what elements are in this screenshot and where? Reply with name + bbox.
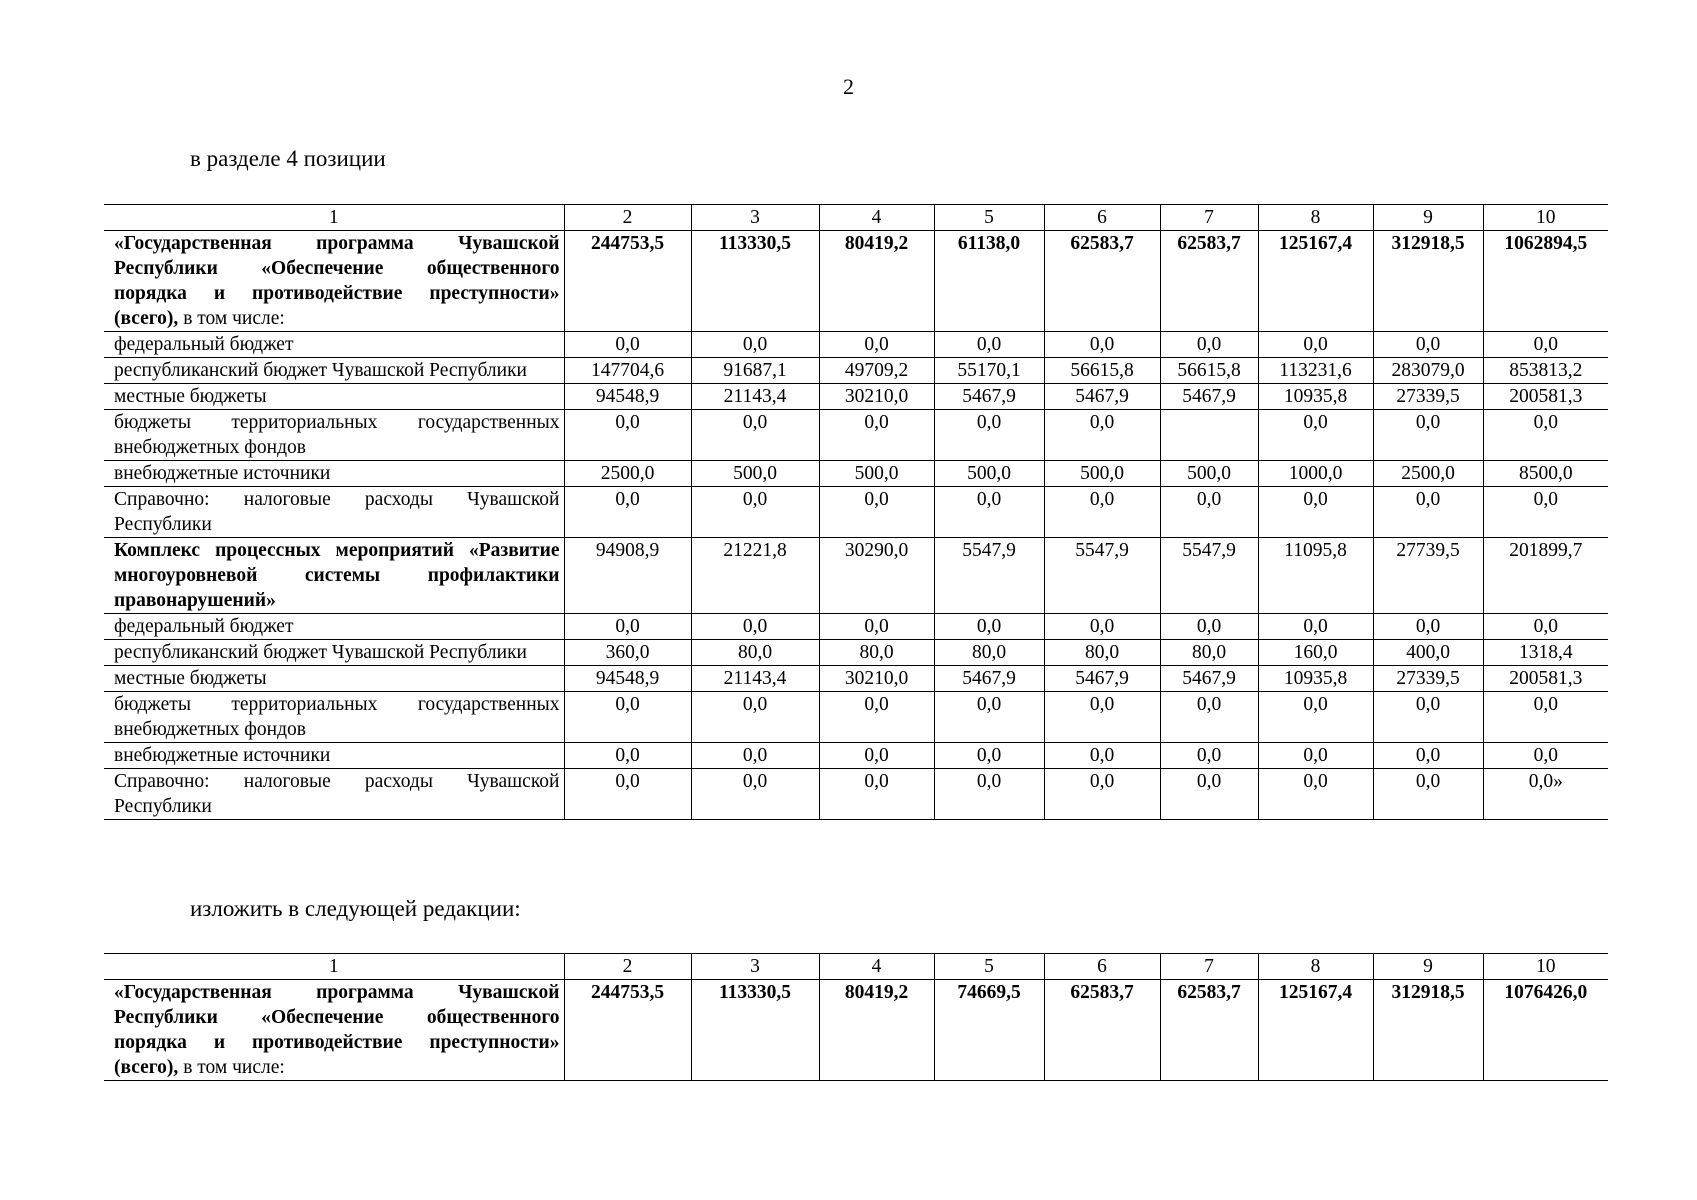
value-cell: 62583,7 (1044, 980, 1160, 1081)
value-cell: 5467,9 (1160, 384, 1258, 410)
value-cell: 80,0 (934, 640, 1044, 666)
value-cell: 0,0 (1044, 410, 1160, 461)
value-cell: 27339,5 (1373, 666, 1483, 692)
table-row (104, 487, 1608, 538)
value-cell: 0,0 (819, 743, 934, 769)
value-cell: 10935,8 (1258, 666, 1373, 692)
table-row (104, 614, 1608, 640)
value-cell: 113231,6 (1258, 358, 1373, 384)
row-label: внебюджетные источники (104, 461, 564, 487)
column-header: 1 (104, 205, 564, 231)
value-cell: 91687,1 (691, 358, 819, 384)
value-cell: 21143,4 (691, 384, 819, 410)
value-cell: 56615,8 (1160, 358, 1258, 384)
value-cell: 0,0 (1258, 614, 1373, 640)
value-cell: 62583,7 (1160, 980, 1258, 1081)
value-cell: 0,0 (691, 614, 819, 640)
column-header: 4 (819, 954, 934, 980)
value-cell: 1062894,5 (1483, 231, 1608, 332)
value-cell: 0,0 (564, 743, 691, 769)
value-cell: 0,0 (691, 769, 819, 820)
value-cell: 500,0 (819, 461, 934, 487)
value-cell: 5467,9 (934, 384, 1044, 410)
intro-text: в разделе 4 позиции (190, 146, 386, 171)
column-header: 4 (819, 205, 934, 231)
value-cell: 0,0 (934, 692, 1044, 743)
value-cell: 0,0 (1160, 769, 1258, 820)
value-cell: 360,0 (564, 640, 691, 666)
value-cell: 0,0 (1044, 614, 1160, 640)
value-cell: 1076426,0 (1483, 980, 1608, 1081)
row-label-suffix: в том числе: (178, 308, 285, 329)
value-cell: 27339,5 (1373, 384, 1483, 410)
value-cell: 0,0 (934, 769, 1044, 820)
row-label: федеральный бюджет (104, 614, 564, 640)
value-cell: 74669,5 (934, 980, 1044, 1081)
value-cell: 0,0 (934, 614, 1044, 640)
value-cell: 312918,5 (1373, 231, 1483, 332)
row-label (104, 538, 564, 614)
value-cell: 0,0 (1044, 332, 1160, 358)
value-cell: 0,0 (1373, 487, 1483, 538)
value-cell: 0,0 (691, 332, 819, 358)
value-cell: 147704,6 (564, 358, 691, 384)
value-cell: 0,0 (1483, 410, 1608, 461)
value-cell: 0,0 (1373, 769, 1483, 820)
value-cell: 0,0 (1483, 692, 1608, 743)
value-cell: 30210,0 (819, 384, 934, 410)
value-cell: 2500,0 (564, 461, 691, 487)
value-cell: 11095,8 (1258, 538, 1373, 614)
value-cell: 0,0 (1044, 743, 1160, 769)
column-header: 5 (934, 954, 1044, 980)
column-header: 8 (1258, 205, 1373, 231)
value-cell: 160,0 (1258, 640, 1373, 666)
row-label: республиканский бюджет Чувашской Республики (104, 358, 564, 384)
value-cell: 27739,5 (1373, 538, 1483, 614)
value-cell: 5547,9 (1044, 538, 1160, 614)
value-cell: 0,0 (691, 487, 819, 538)
value-cell: 2500,0 (1373, 461, 1483, 487)
value-cell: 10935,8 (1258, 384, 1373, 410)
value-cell: 0,0 (1373, 692, 1483, 743)
row-label: Справочно: налоговые расходы Чувашской Республики (104, 769, 564, 820)
table-row (104, 743, 1608, 769)
value-cell: 113330,5 (691, 980, 819, 1081)
row-label-bold: «Государственная программа Чувашской Республики «Обеспечение общественного порядка и противодействие преступности» (всего), (114, 982, 560, 1078)
table-body (104, 980, 1608, 1081)
value-cell: 80419,2 (819, 980, 934, 1081)
value-cell: 0,0 (564, 410, 691, 461)
column-header: 10 (1483, 954, 1608, 980)
value-cell: 0,0 (819, 769, 934, 820)
value-cell: 1000,0 (1258, 461, 1373, 487)
value-cell: 80,0 (819, 640, 934, 666)
value-cell: 0,0 (934, 487, 1044, 538)
value-cell: 0,0 (1373, 332, 1483, 358)
row-label-bold: Комплекс процессных мероприятий «Развитие многоуровневой системы профилактики правонарушений» (114, 540, 560, 611)
table-row (104, 358, 1608, 384)
value-cell: 0,0 (1483, 743, 1608, 769)
value-cell: 49709,2 (819, 358, 934, 384)
value-cell: 0,0 (564, 614, 691, 640)
value-cell: 0,0 (1258, 692, 1373, 743)
value-cell: 0,0 (691, 692, 819, 743)
value-cell: 5467,9 (1044, 384, 1160, 410)
value-cell: 30290,0 (819, 538, 934, 614)
value-cell: 0,0 (1160, 743, 1258, 769)
value-cell: 400,0 (1373, 640, 1483, 666)
row-label (104, 231, 564, 332)
column-header: 5 (934, 205, 1044, 231)
value-cell: 500,0 (934, 461, 1044, 487)
value-cell: 0,0 (564, 487, 691, 538)
value-cell: 853813,2 (1483, 358, 1608, 384)
table-row (104, 769, 1608, 820)
column-header: 6 (1044, 205, 1160, 231)
value-cell: 0,0 (1483, 614, 1608, 640)
page-number: 2 (843, 74, 854, 99)
value-cell: 80,0 (1160, 640, 1258, 666)
value-cell: 0,0 (934, 410, 1044, 461)
value-cell: 200581,3 (1483, 384, 1608, 410)
value-cell: 5547,9 (1160, 538, 1258, 614)
value-cell: 244753,5 (564, 980, 691, 1081)
value-cell: 0,0 (1258, 410, 1373, 461)
value-cell: 0,0 (934, 332, 1044, 358)
value-cell: 1318,4 (1483, 640, 1608, 666)
value-cell: 0,0 (819, 614, 934, 640)
value-cell: 201899,7 (1483, 538, 1608, 614)
value-cell: 5467,9 (1044, 666, 1160, 692)
value-cell: 0,0 (1044, 692, 1160, 743)
value-cell: 125167,4 (1258, 231, 1373, 332)
value-cell: 113330,5 (691, 231, 819, 332)
value-cell: 0,0 (564, 769, 691, 820)
value-cell: 0,0 (1160, 692, 1258, 743)
column-header: 2 (564, 954, 691, 980)
table-row (104, 461, 1608, 487)
value-cell: 0,0 (819, 487, 934, 538)
value-cell: 0,0 (1373, 410, 1483, 461)
value-cell: 5547,9 (934, 538, 1044, 614)
table-new (104, 953, 1608, 1081)
column-header: 10 (1483, 205, 1608, 231)
value-cell: 94908,9 (564, 538, 691, 614)
value-cell: 0,0 (1160, 614, 1258, 640)
row-label: бюджеты территориальных государственных внебюджетных фондов (104, 410, 564, 461)
value-cell: 0,0 (1373, 743, 1483, 769)
value-cell: 61138,0 (934, 231, 1044, 332)
row-label-suffix: в том числе: (178, 1057, 285, 1078)
table-row (104, 538, 1608, 614)
value-cell: 125167,4 (1258, 980, 1373, 1081)
value-cell: 0,0» (1483, 769, 1608, 820)
row-label: Справочно: налоговые расходы Чувашской Республики (104, 487, 564, 538)
value-cell: 0,0 (1258, 332, 1373, 358)
column-header: 3 (691, 954, 819, 980)
column-header: 2 (564, 205, 691, 231)
value-cell: 0,0 (934, 743, 1044, 769)
value-cell: 0,0 (691, 743, 819, 769)
table-row (104, 640, 1608, 666)
value-cell: 0,0 (1373, 614, 1483, 640)
table-row (104, 980, 1608, 1081)
row-label-bold: «Государственная программа Чувашской Республики «Обеспечение общественного порядка и противодействие преступности» (всего), (114, 233, 560, 329)
table-row (104, 666, 1608, 692)
value-cell: 0,0 (691, 410, 819, 461)
row-label (104, 980, 564, 1081)
value-cell: 0,0 (564, 332, 691, 358)
value-cell: 80,0 (1044, 640, 1160, 666)
value-cell: 8500,0 (1483, 461, 1608, 487)
value-cell: 0,0 (1160, 332, 1258, 358)
value-cell: 62583,7 (1044, 231, 1160, 332)
table-row (104, 410, 1608, 461)
column-header: 6 (1044, 954, 1160, 980)
table-row (104, 384, 1608, 410)
value-cell: 500,0 (1160, 461, 1258, 487)
value-cell: 244753,5 (564, 231, 691, 332)
value-cell: 200581,3 (1483, 666, 1608, 692)
value-cell: 94548,9 (564, 666, 691, 692)
value-cell: 0,0 (1258, 743, 1373, 769)
row-label: местные бюджеты (104, 384, 564, 410)
value-cell: 56615,8 (1044, 358, 1160, 384)
table-row (104, 692, 1608, 743)
row-label: местные бюджеты (104, 666, 564, 692)
row-label: бюджеты территориальных государственных внебюджетных фондов (104, 692, 564, 743)
table-row (104, 231, 1608, 332)
table-body (104, 231, 1608, 820)
value-cell: 0,0 (819, 410, 934, 461)
value-cell: 0,0 (1160, 487, 1258, 538)
row-label: республиканский бюджет Чувашской Республики (104, 640, 564, 666)
value-cell: 0,0 (1258, 769, 1373, 820)
row-label: федеральный бюджет (104, 332, 564, 358)
replace-text: изложить в следующей редакции: (190, 896, 521, 921)
row-label: внебюджетные источники (104, 743, 564, 769)
table-row (104, 332, 1608, 358)
value-cell: 500,0 (691, 461, 819, 487)
value-cell: 94548,9 (564, 384, 691, 410)
value-cell: 62583,7 (1160, 231, 1258, 332)
value-cell: 0,0 (1044, 769, 1160, 820)
value-cell: 0,0 (1258, 487, 1373, 538)
column-header: 7 (1160, 205, 1258, 231)
table-old (104, 204, 1608, 820)
column-header: 3 (691, 205, 819, 231)
column-header: 8 (1258, 954, 1373, 980)
header-row (104, 205, 1608, 231)
value-cell: 0,0 (1483, 487, 1608, 538)
column-header: 1 (104, 954, 564, 980)
value-cell: 80,0 (691, 640, 819, 666)
column-header: 9 (1373, 954, 1483, 980)
value-cell: 0,0 (819, 332, 934, 358)
value-cell: 30210,0 (819, 666, 934, 692)
column-header: 7 (1160, 954, 1258, 980)
column-header: 9 (1373, 205, 1483, 231)
value-cell (1160, 410, 1258, 461)
value-cell: 0,0 (819, 692, 934, 743)
value-cell: 21221,8 (691, 538, 819, 614)
value-cell: 80419,2 (819, 231, 934, 332)
value-cell: 5467,9 (934, 666, 1044, 692)
value-cell: 21143,4 (691, 666, 819, 692)
value-cell: 500,0 (1044, 461, 1160, 487)
value-cell: 55170,1 (934, 358, 1044, 384)
value-cell: 283079,0 (1373, 358, 1483, 384)
value-cell: 312918,5 (1373, 980, 1483, 1081)
value-cell: 0,0 (1044, 487, 1160, 538)
value-cell: 0,0 (1483, 332, 1608, 358)
header-row (104, 954, 1608, 980)
value-cell: 5467,9 (1160, 666, 1258, 692)
value-cell: 0,0 (564, 692, 691, 743)
